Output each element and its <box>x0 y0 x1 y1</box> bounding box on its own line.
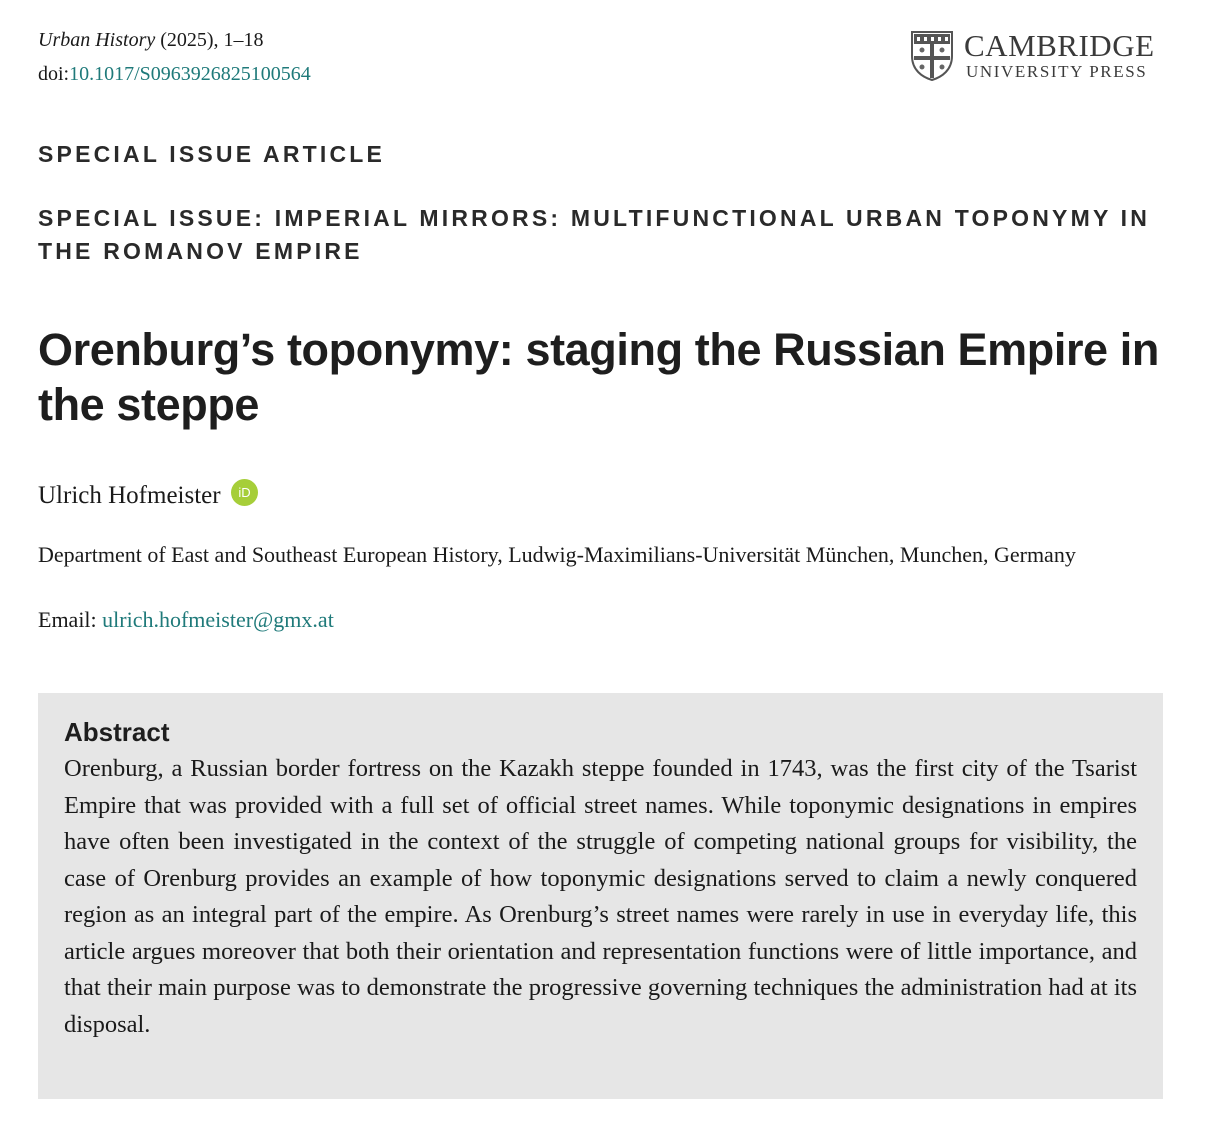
author-name: Ulrich Hofmeister <box>38 482 221 509</box>
abstract-heading: Abstract <box>64 717 170 747</box>
journal-name: Urban History <box>38 29 156 51</box>
publisher-logo[interactable] <box>910 30 1164 82</box>
email-label: Email: <box>38 607 97 632</box>
orcid-badge-text: iD <box>237 484 251 500</box>
email-line <box>38 603 334 636</box>
doi-prefix: doi: <box>38 63 70 85</box>
email-link[interactable]: ulrich.hofmeister@gmx.at <box>102 607 334 632</box>
article-type: SPECIAL ISSUE ARTICLE <box>38 141 386 167</box>
abstract-box <box>38 693 1163 1099</box>
abstract-text: Orenburg, a Russian border fortress on the Kazakh steppe founded in 1743, was the first city of the Tsarist Empire that was provided with a full set of official street names. While toponymic designations in empires have often been investigated in the context of the struggle of competing national groups for visibility, the case of Orenburg provides an example of how toponymic designations served to claim a newly conquered region as an integral part of the empire. As Orenburg’s street names were rarely in use in everyday life, this article argues moreover that both their orientation and representation functions were of little importance, and that their main purpose was to demonstrate the progressive governing techniques the administration had at its disposal. <box>64 755 1137 1038</box>
publisher-subname: UNIVERSITY PRESS <box>966 62 1148 81</box>
article-title: Orenburg’s toponymy: staging the Russian Empire in the steppe <box>38 324 1159 430</box>
author-affiliation: Department of East and Southeast European History, Ludwig-Maximilians-Universität München, Munchen, Germany <box>38 542 1076 567</box>
special-issue-title: SPECIAL ISSUE: IMPERIAL MIRRORS: MULTIFUNCTIONAL URBAN TOPONYMY IN THE ROMANOV EMPIRE <box>38 205 1151 264</box>
doi-line <box>38 62 311 86</box>
orcid-icon[interactable] <box>231 479 258 506</box>
author-line <box>38 479 258 513</box>
publisher-name: CAMBRIDGE <box>964 28 1155 63</box>
cambridge-shield-icon <box>910 30 954 82</box>
journal-citation <box>38 28 264 52</box>
doi-link[interactable]: 10.1017/S0963926825100564 <box>69 63 311 85</box>
journal-volume-pages: (2025), 1–18 <box>155 29 264 51</box>
